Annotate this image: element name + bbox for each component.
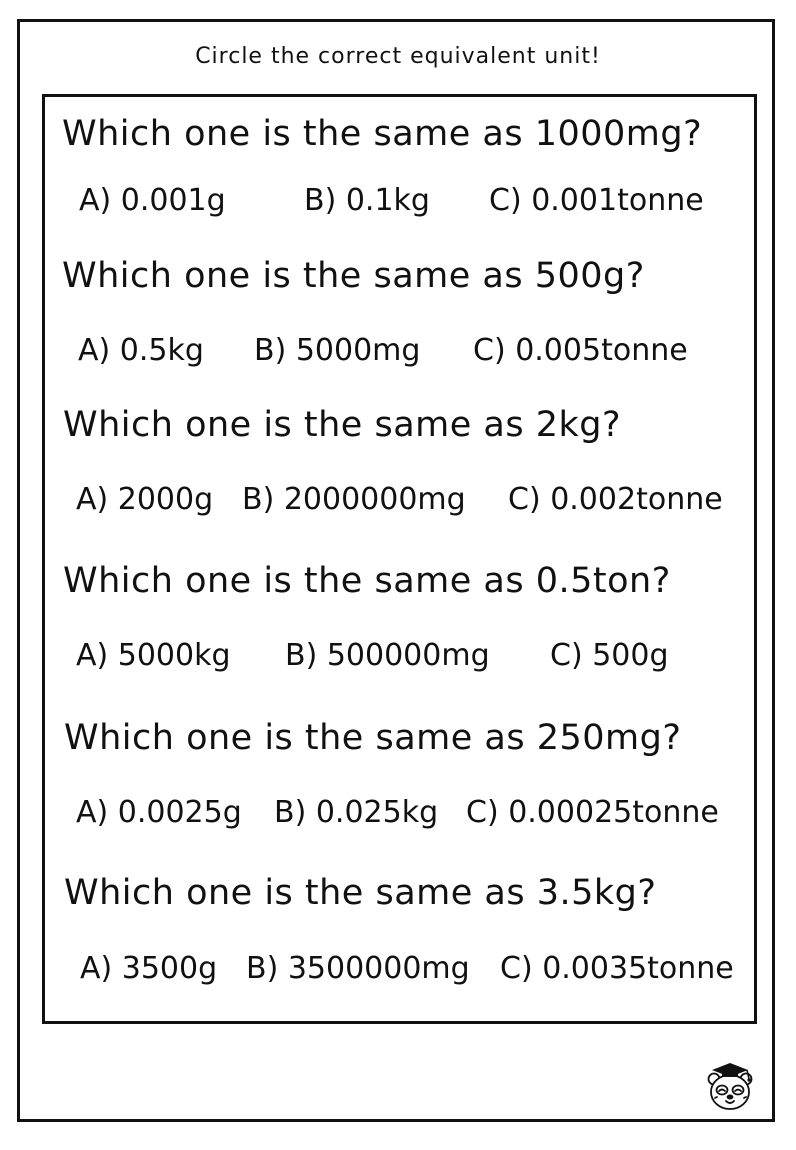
q5-option-b[interactable]: B) 0.025kg bbox=[274, 795, 439, 830]
panda-graduate-logo-icon bbox=[704, 1061, 756, 1113]
question-2: Which one is the same as 500g? bbox=[62, 256, 645, 296]
q6-option-c[interactable]: C) 0.0035tonne bbox=[500, 951, 734, 986]
q4-option-c[interactable]: C) 500g bbox=[550, 638, 669, 673]
question-3: Which one is the same as 2kg? bbox=[63, 405, 622, 445]
q1-option-c[interactable]: C) 0.001tonne bbox=[489, 183, 704, 218]
q3-option-c[interactable]: C) 0.002tonne bbox=[508, 482, 723, 517]
q2-option-b[interactable]: B) 5000mg bbox=[254, 333, 421, 368]
q1-option-a[interactable]: A) 0.001g bbox=[79, 183, 226, 218]
q5-option-a[interactable]: A) 0.0025g bbox=[76, 795, 242, 830]
q5-option-c[interactable]: C) 0.00025tonne bbox=[466, 795, 719, 830]
q2-option-a[interactable]: A) 0.5kg bbox=[78, 333, 204, 368]
question-1: Which one is the same as 1000mg? bbox=[62, 114, 703, 154]
question-6: Which one is the same as 3.5kg? bbox=[64, 873, 657, 913]
instruction-text: Circle the correct equivalent unit! bbox=[195, 44, 601, 69]
question-4: Which one is the same as 0.5ton? bbox=[63, 561, 671, 601]
q4-option-a[interactable]: A) 5000kg bbox=[76, 638, 231, 673]
q2-option-c[interactable]: C) 0.005tonne bbox=[473, 333, 688, 368]
q1-option-b[interactable]: B) 0.1kg bbox=[304, 183, 430, 218]
q3-option-b[interactable]: B) 2000000mg bbox=[242, 482, 466, 517]
q3-option-a[interactable]: A) 2000g bbox=[76, 482, 214, 517]
q6-option-a[interactable]: A) 3500g bbox=[80, 951, 218, 986]
q4-option-b[interactable]: B) 500000mg bbox=[285, 638, 490, 673]
q6-option-b[interactable]: B) 3500000mg bbox=[246, 951, 470, 986]
question-5: Which one is the same as 250mg? bbox=[64, 718, 682, 758]
